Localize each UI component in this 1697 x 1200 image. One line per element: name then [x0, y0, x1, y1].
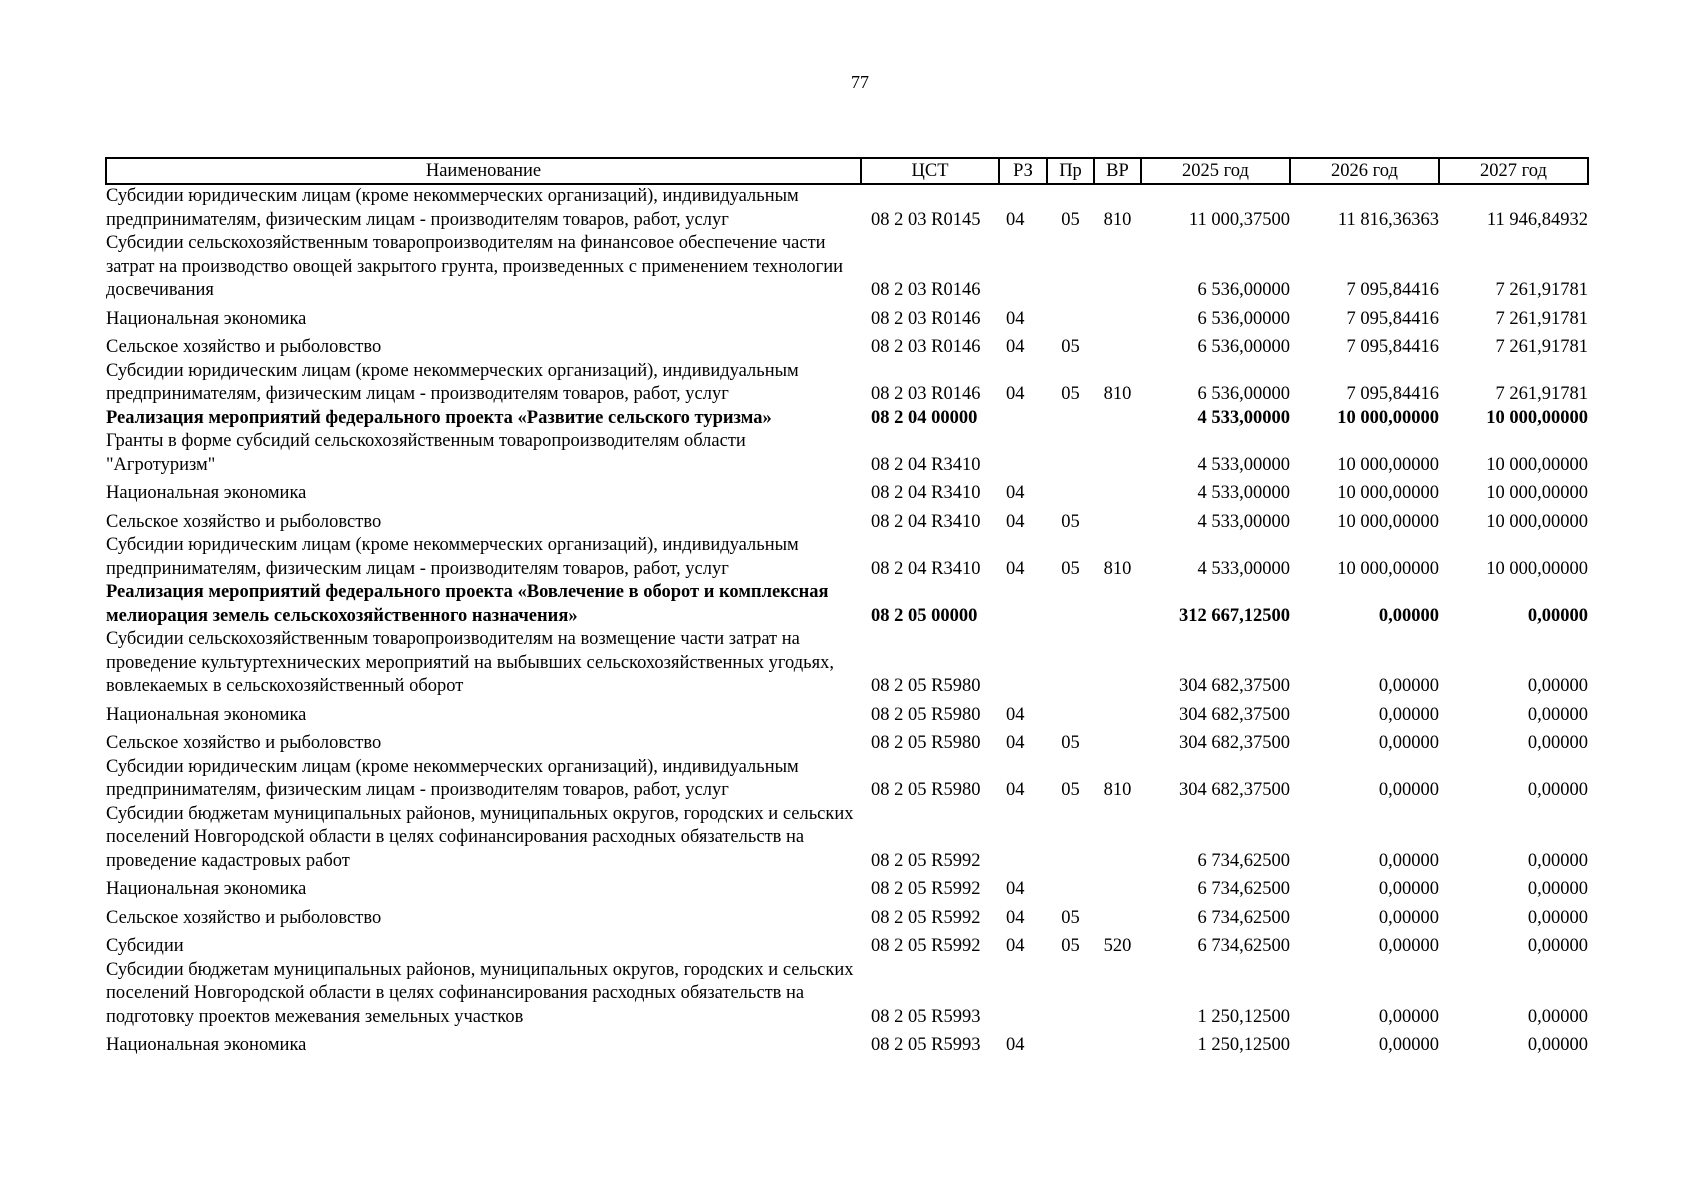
- cell-cst: 08 2 04 R3410: [871, 483, 981, 503]
- cell-2025: 1 250,12500: [1197, 1006, 1290, 1027]
- cell-2026: 0,00000: [1378, 704, 1439, 725]
- cell-name: Субсидии бюджетам муниципальных районов, муниципальных округов, городских и сельских поселений Новгородской области в целях софинансирования расходных обязательств на подготовку проектов межевания земельных участков: [106, 959, 854, 1027]
- cell-pr: 05: [1061, 337, 1080, 357]
- cell-pr: [1047, 407, 1094, 431]
- table-row: [106, 959, 1588, 1030]
- table-row: [106, 534, 1588, 581]
- cell-2026: 0,00000: [1378, 1035, 1439, 1055]
- cell-2026: 10 000,00000: [1337, 454, 1439, 475]
- cell-pr: 05: [1061, 511, 1080, 532]
- cell-vr: [1094, 628, 1141, 699]
- cell-vr: 810: [1103, 780, 1132, 800]
- cell-name: Гранты в форме субсидий сельскохозяйственным товаропроизводителям области "Агротуризм": [106, 431, 746, 475]
- cell-rz: 04: [1006, 483, 1025, 503]
- cell-2025: 6 536,00000: [1197, 308, 1290, 329]
- table-row: [106, 360, 1588, 407]
- cell-vr: [1094, 727, 1141, 756]
- cell-cst: 08 2 03 R0146: [871, 280, 981, 300]
- cell-cst: 08 2 05 R5992: [871, 936, 981, 956]
- cell-2026: 0,00000: [1378, 780, 1439, 800]
- cell-name: Субсидии юридическим лицам (кроме некоммерческих организаций), индивидуальным предпринимателям, физическим лицам - производителям товаров, работ, услуг: [106, 186, 799, 230]
- cell-name: Реализация мероприятий федерального проекта «Вовлечение в оборот и комплексная мелиорация земель сельскохозяйственного назначения»: [106, 582, 829, 626]
- cell-pr: [1047, 1029, 1094, 1058]
- table-row: [106, 727, 1588, 756]
- table-row: [106, 184, 1588, 232]
- cell-2027: 0,00000: [1527, 704, 1588, 725]
- cell-vr: [1094, 959, 1141, 1030]
- cell-vr: 810: [1103, 384, 1132, 404]
- table-row: [106, 873, 1588, 902]
- cell-2025: 6 536,00000: [1197, 337, 1290, 357]
- cell-2026: 0,00000: [1378, 879, 1439, 899]
- cell-2026: 7 095,84416: [1346, 280, 1439, 300]
- cell-rz: [999, 407, 1047, 431]
- cell-name: Национальная экономика: [106, 704, 307, 725]
- cell-2025: 6 536,00000: [1197, 280, 1290, 300]
- cell-name: Реализация мероприятий федерального проекта «Развитие сельского туризма»: [106, 407, 772, 428]
- cell-pr: 05: [1061, 558, 1080, 579]
- cell-name: Национальная экономика: [106, 879, 307, 899]
- cell-cst: 08 2 05 R5980: [871, 676, 981, 696]
- cell-2026: 7 095,84416: [1346, 384, 1439, 404]
- cell-name: Сельское хозяйство и рыболовство: [106, 733, 382, 753]
- cell-rz: 04: [1006, 936, 1025, 956]
- cell-pr: 05: [1061, 936, 1080, 956]
- cell-pr: [1047, 232, 1094, 303]
- cell-pr: [1047, 628, 1094, 699]
- cell-cst: 08 2 05 R5980: [871, 704, 981, 725]
- cell-name: Субсидии юридическим лицам (кроме некоммерческих организаций), индивидуальным предпринимателям, физическим лицам - производителям товаров, работ, услуг: [106, 535, 799, 579]
- cell-2026: 0,00000: [1378, 605, 1439, 626]
- cell-2026: 0,00000: [1378, 936, 1439, 956]
- cell-pr: [1047, 303, 1094, 332]
- cell-rz: 04: [1006, 308, 1025, 329]
- cell-name: Сельское хозяйство и рыболовство: [106, 907, 382, 928]
- cell-2026: 0,00000: [1378, 907, 1439, 928]
- cell-name: Субсидии сельскохозяйственным товаропроизводителям на финансовое обеспечение части затрат на производство овощей закрытого грунта, произведенных с применением технологии досвечивания: [106, 233, 844, 300]
- cell-name: Субсидии: [106, 936, 184, 956]
- cell-2026: 10 000,00000: [1337, 483, 1439, 503]
- cell-cst: 08 2 04 R3410: [871, 454, 981, 475]
- cell-2027: 0,00000: [1527, 733, 1588, 753]
- table-row: [106, 699, 1588, 728]
- cell-rz: [999, 232, 1047, 303]
- cell-2027: 0,00000: [1527, 879, 1588, 899]
- cell-2025: 6 734,62500: [1197, 850, 1290, 871]
- cell-pr: 05: [1061, 780, 1080, 800]
- cell-2025: 6 734,62500: [1197, 936, 1290, 956]
- cell-pr: 05: [1061, 733, 1080, 753]
- cell-2027: 0,00000: [1527, 936, 1588, 956]
- cell-2027: 11 946,84932: [1486, 209, 1588, 230]
- cell-2026: 0,00000: [1378, 1006, 1439, 1027]
- cell-cst: 08 2 05 R5993: [871, 1006, 981, 1027]
- cell-vr: [1094, 506, 1141, 535]
- header-cst: ЦСТ: [861, 158, 999, 184]
- table-row: [106, 581, 1588, 628]
- table-row: [106, 628, 1588, 699]
- cell-rz: 04: [1006, 384, 1025, 404]
- cell-2027: 0,00000: [1527, 850, 1588, 871]
- table-row: [106, 930, 1588, 959]
- header-2026: 2026 год: [1290, 158, 1439, 184]
- table-row: [106, 756, 1588, 803]
- table-row: [106, 232, 1588, 303]
- table-row: [106, 477, 1588, 506]
- cell-pr: [1047, 699, 1094, 728]
- cell-vr: [1094, 407, 1141, 431]
- cell-2027: 0,00000: [1527, 907, 1588, 928]
- cell-2027: 0,00000: [1527, 1006, 1588, 1027]
- cell-vr: [1094, 331, 1141, 360]
- cell-2025: 304 682,37500: [1179, 733, 1290, 753]
- cell-2025: 304 682,37500: [1179, 780, 1290, 800]
- cell-cst: 08 2 04 00000: [871, 407, 978, 428]
- cell-pr: [1047, 581, 1094, 628]
- cell-2027: 0,00000: [1527, 1035, 1588, 1055]
- cell-2026: 10 000,00000: [1337, 511, 1439, 532]
- cell-2027: 10 000,00000: [1486, 407, 1588, 428]
- table-header: [106, 158, 1588, 184]
- header-2025: 2025 год: [1141, 158, 1290, 184]
- cell-cst: 08 2 03 R0146: [871, 308, 981, 329]
- cell-cst: 08 2 05 R5992: [871, 879, 981, 899]
- table-row: [106, 430, 1588, 477]
- table-row: [106, 331, 1588, 360]
- cell-cst: 08 2 03 R0146: [871, 337, 981, 357]
- cell-pr: [1047, 959, 1094, 1030]
- cell-rz: [999, 803, 1047, 874]
- cell-cst: 08 2 05 R5980: [871, 780, 981, 800]
- cell-pr: [1047, 477, 1094, 506]
- cell-rz: [999, 581, 1047, 628]
- cell-cst: 08 2 05 R5992: [871, 907, 981, 928]
- cell-pr: 05: [1061, 907, 1080, 928]
- cell-cst: 08 2 04 R3410: [871, 511, 981, 532]
- cell-2025: 4 533,00000: [1197, 511, 1290, 532]
- cell-2027: 7 261,91781: [1495, 308, 1588, 329]
- cell-2027: 10 000,00000: [1486, 483, 1588, 503]
- cell-vr: [1094, 873, 1141, 902]
- table-row: [106, 303, 1588, 332]
- cell-2025: 4 533,00000: [1197, 558, 1290, 579]
- cell-2027: 7 261,91781: [1495, 337, 1588, 357]
- cell-vr: 810: [1103, 209, 1132, 230]
- header-2027: 2027 год: [1439, 158, 1588, 184]
- cell-vr: [1094, 803, 1141, 874]
- cell-rz: 04: [1006, 733, 1025, 753]
- cell-vr: [1094, 699, 1141, 728]
- cell-rz: 04: [1006, 704, 1025, 725]
- cell-2027: 7 261,91781: [1495, 384, 1588, 404]
- cell-name: Субсидии юридическим лицам (кроме некоммерческих организаций), индивидуальным предпринимателям, физическим лицам - производителям товаров, работ, услуг: [106, 756, 799, 800]
- cell-cst: 08 2 03 R0146: [871, 384, 981, 404]
- cell-cst: 08 2 05 R5980: [871, 733, 981, 753]
- cell-2026: 10 000,00000: [1337, 407, 1439, 428]
- cell-cst: 08 2 05 00000: [871, 605, 978, 626]
- header-rz: РЗ: [999, 158, 1047, 184]
- cell-2025: 4 533,00000: [1197, 454, 1290, 475]
- cell-2025: 312 667,12500: [1179, 605, 1290, 626]
- cell-cst: 08 2 04 R3410: [871, 558, 981, 579]
- cell-vr: [1094, 1029, 1141, 1058]
- cell-2026: 7 095,84416: [1346, 308, 1439, 329]
- cell-2026: 0,00000: [1378, 850, 1439, 871]
- cell-2026: 0,00000: [1378, 733, 1439, 753]
- cell-vr: 810: [1103, 558, 1132, 579]
- cell-2025: 6 734,62500: [1197, 879, 1290, 899]
- cell-vr: [1094, 430, 1141, 477]
- cell-2027: 0,00000: [1527, 605, 1588, 626]
- cell-name: Субсидии юридическим лицам (кроме некоммерческих организаций), индивидуальным предпринимателям, физическим лицам - производителям товаров, работ, услуг: [106, 360, 799, 404]
- cell-2027: 10 000,00000: [1486, 454, 1588, 475]
- cell-name: Национальная экономика: [106, 308, 307, 329]
- table-row: [106, 1029, 1588, 1058]
- budget-table: [105, 157, 1589, 1058]
- header-name: Наименование: [106, 158, 861, 184]
- cell-2025: 11 000,37500: [1188, 209, 1290, 230]
- cell-vr: [1094, 477, 1141, 506]
- table-body: [106, 184, 1588, 1058]
- cell-2025: 6 734,62500: [1197, 907, 1290, 928]
- page-number: 77: [851, 72, 869, 92]
- cell-cst: 08 2 03 R0145: [871, 209, 981, 230]
- cell-vr: 520: [1103, 936, 1132, 956]
- cell-name: Субсидии сельскохозяйственным товаропроизводителям на возмещение части затрат на проведение культуртехнических мероприятий на выбывших сельскохозяйственных угодьях, вовлекаемых в сельскохозяйственный оборот: [106, 629, 834, 696]
- cell-rz: 04: [1006, 337, 1025, 357]
- cell-2027: 7 261,91781: [1495, 280, 1588, 300]
- cell-2026: 11 816,36363: [1337, 209, 1439, 230]
- cell-pr: [1047, 803, 1094, 874]
- cell-2027: 10 000,00000: [1486, 558, 1588, 579]
- cell-cst: 08 2 05 R5993: [871, 1035, 981, 1055]
- cell-2025: 1 250,12500: [1197, 1035, 1290, 1055]
- cell-2025: 4 533,00000: [1197, 407, 1290, 428]
- cell-rz: 04: [1006, 879, 1025, 899]
- cell-2025: 4 533,00000: [1197, 483, 1290, 503]
- table-row: [106, 407, 1588, 431]
- cell-rz: [999, 959, 1047, 1030]
- table-row: [106, 902, 1588, 931]
- cell-name: Сельское хозяйство и рыболовство: [106, 337, 382, 357]
- cell-2026: 10 000,00000: [1337, 558, 1439, 579]
- header-pr: Пр: [1047, 158, 1094, 184]
- cell-rz: 04: [1006, 780, 1025, 800]
- cell-rz: 04: [1006, 511, 1025, 532]
- cell-2026: 0,00000: [1378, 676, 1439, 696]
- cell-2027: 10 000,00000: [1486, 511, 1588, 532]
- cell-rz: [999, 628, 1047, 699]
- cell-pr: 05: [1061, 384, 1080, 404]
- header-vr: ВР: [1094, 158, 1141, 184]
- cell-name: Национальная экономика: [106, 1035, 307, 1055]
- cell-rz: 04: [1006, 209, 1025, 230]
- cell-2027: 0,00000: [1527, 676, 1588, 696]
- cell-rz: 04: [1006, 1035, 1025, 1055]
- cell-name: Субсидии бюджетам муниципальных районов, муниципальных округов, городских и сельских поселений Новгородской области в целях софинансирования расходных обязательств на проведение кадастровых работ: [106, 803, 854, 871]
- cell-2025: 304 682,37500: [1179, 676, 1290, 696]
- cell-rz: 04: [1006, 558, 1025, 579]
- cell-name: Сельское хозяйство и рыболовство: [106, 511, 382, 532]
- cell-pr: [1047, 430, 1094, 477]
- cell-cst: 08 2 05 R5992: [871, 850, 981, 871]
- cell-rz: [999, 430, 1047, 477]
- cell-name: Национальная экономика: [106, 483, 307, 503]
- cell-vr: [1094, 303, 1141, 332]
- table-row: [106, 803, 1588, 874]
- cell-vr: [1094, 581, 1141, 628]
- cell-2025: 6 536,00000: [1197, 384, 1290, 404]
- cell-2026: 7 095,84416: [1346, 337, 1439, 357]
- cell-pr: 05: [1061, 209, 1080, 230]
- cell-rz: 04: [1006, 907, 1025, 928]
- table-row: [106, 506, 1588, 535]
- cell-2027: 0,00000: [1527, 780, 1588, 800]
- cell-vr: [1094, 902, 1141, 931]
- cell-2025: 304 682,37500: [1179, 704, 1290, 725]
- cell-pr: [1047, 873, 1094, 902]
- cell-vr: [1094, 232, 1141, 303]
